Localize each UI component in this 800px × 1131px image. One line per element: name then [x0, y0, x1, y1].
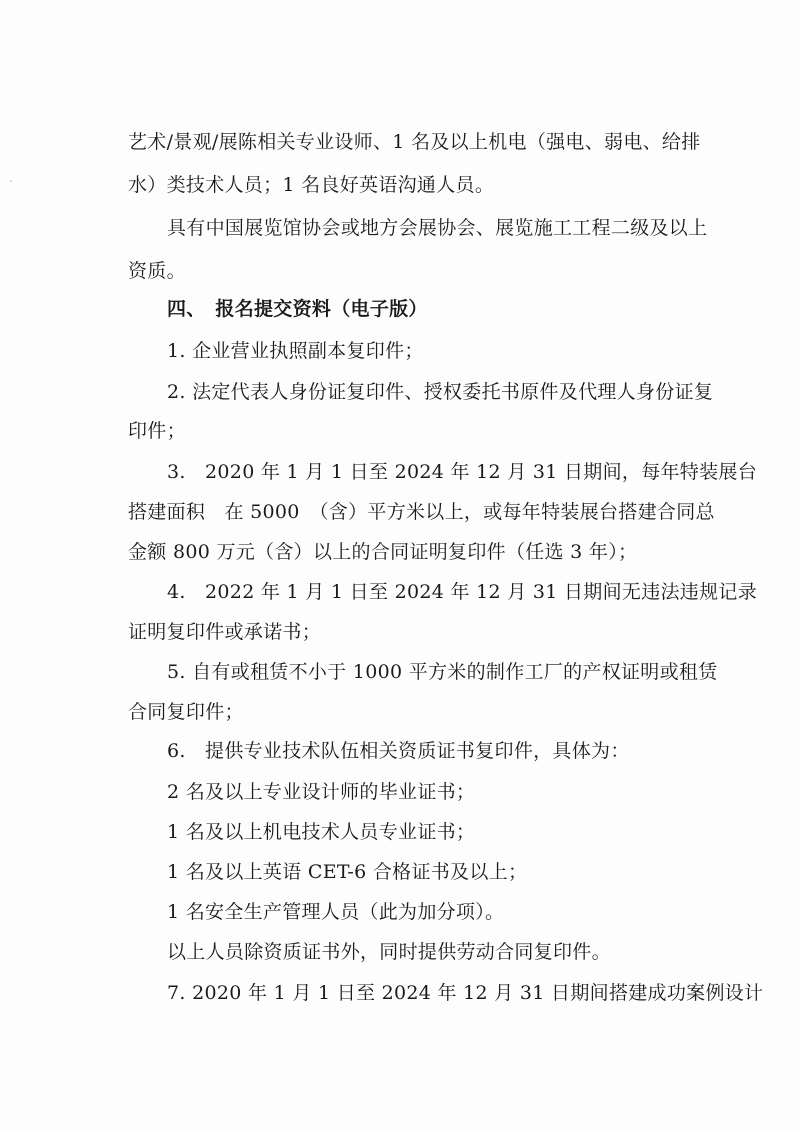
list-item: 3. 2020 年 1 月 1 日至 2024 年 12 月 31 日期间，每年特装展台 — [167, 461, 758, 483]
sub-item: 2 名及以上专业设计师的毕业证书； — [167, 781, 476, 803]
scan-speck — [10, 180, 12, 182]
paragraph-line: 合同复印件； — [128, 701, 244, 723]
paragraph-line: 金额 800 万元（含）以上的合同证明复印件（任选 3 年）； — [128, 541, 638, 563]
sub-item: 1 名及以上英语 CET-6 合格证书及以上； — [167, 861, 528, 883]
list-item: 5. 自有或租赁不小于 1000 平方米的制作工厂的产权证明或租赁 — [167, 661, 718, 683]
paragraph-line: 具有中国展览馆协会或地方会展协会、展览施工工程二级及以上 — [167, 217, 708, 239]
paragraph-line: 艺术/景观/展陈相关专业设师、1 名及以上机电（强电、弱电、给排 — [128, 131, 701, 153]
section-heading: 四、 报名提交资料（电子版） — [167, 298, 428, 320]
paragraph-line: 印件； — [128, 420, 186, 442]
list-item: 2. 法定代表人身份证复印件、授权委托书原件及代理人身份证复 — [167, 381, 714, 403]
paragraph-line: 证明复印件或承诺书； — [128, 621, 322, 643]
paragraph-line: 以上人员除资质证书外，同时提供劳动合同复印件。 — [167, 941, 611, 963]
paragraph-line: 水）类技术人员；1 名良好英语沟通人员。 — [128, 174, 495, 196]
list-item: 7. 2020 年 1 月 1 日至 2024 年 12 月 31 日期间搭建成功案例设计 — [167, 982, 764, 1004]
paragraph-line: 搭建面积 在 5000 （含）平方米以上，或每年特装展台搭建合同总 — [128, 501, 715, 523]
list-item: 4. 2022 年 1 月 1 日至 2024 年 12 月 31 日期间无违法违规记录 — [167, 581, 758, 603]
paragraph-line: 资质。 — [128, 260, 186, 282]
list-item: 6. 提供专业技术队伍相关资质证书复印件，具体为： — [167, 740, 630, 762]
sub-item: 1 名安全生产管理人员（此为加分项）。 — [167, 901, 505, 923]
sub-item: 1 名及以上机电技术人员专业证书； — [167, 821, 476, 843]
list-item: 1. 企业营业执照副本复印件； — [167, 340, 424, 362]
